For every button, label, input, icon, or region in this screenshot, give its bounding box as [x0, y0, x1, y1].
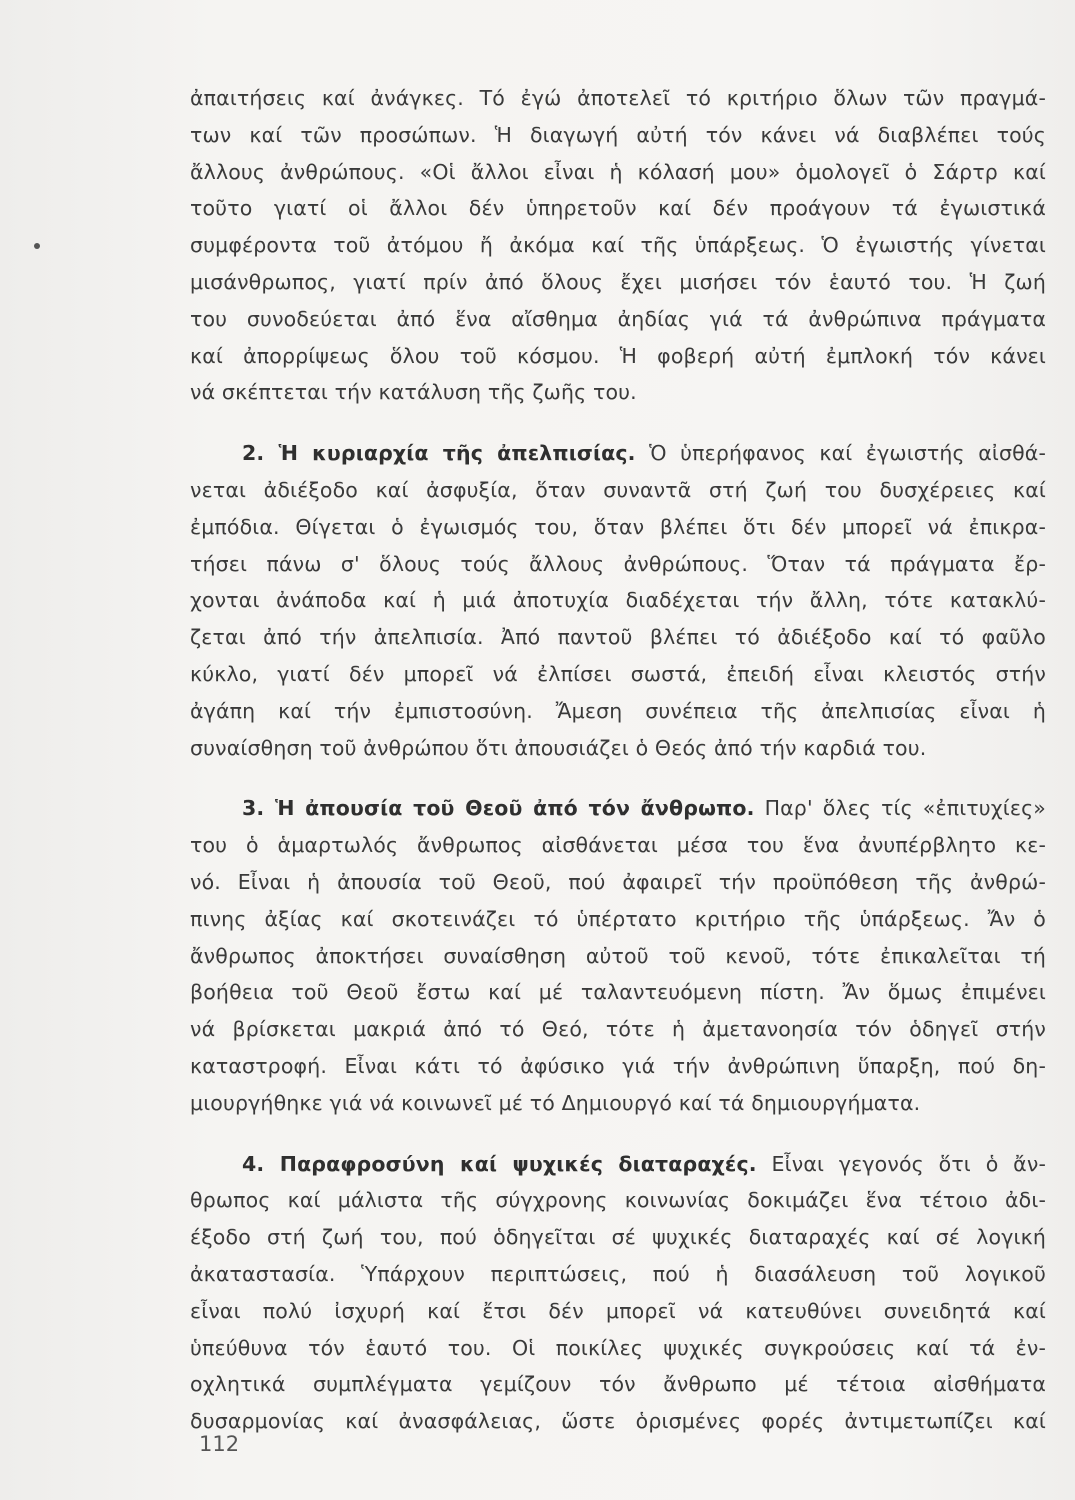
text-line: οχλητικά συμπλέγματα γεμίζουν τόν ἄνθρωπο μέ τέτοια αἰσθήματα — [190, 1372, 1046, 1397]
text-line: εἶναι πολύ ἰσχυρή καί ἔτσι δέν μπορεῖ νά κατευθύνει συνειδητά καί — [190, 1298, 1046, 1323]
text-line: ἀπαιτήσεις καί ἀνάγκες. Τό ἐγώ ἀποτελεῖ τό κριτήριο ὅλων τῶν πραγμά- — [190, 86, 1046, 110]
text-line: έξοδο στή ζωή του, πού ὁδηγεῖται σέ ψυχικές διαταραχές καί σέ λογική — [190, 1225, 1046, 1250]
text-line: κύκλο, γιατί δέν μπορεῖ νά ἐλπίσει σωστά, ἐπειδή εἶναι κλειστός στήν — [190, 661, 1046, 686]
text-line: ἀκαταστασία. Ὑπάρχουν περιπτώσεις, πού ἡ διασάλευση τοῦ λογικοῦ — [190, 1261, 1046, 1286]
text-line: νεται ἀδιέξοδο καί ἀσφυξία, ὅταν συναντᾶ στή ζωή του δυσχέρειες καί — [190, 477, 1046, 502]
section-3-heading: 3. Ἡ ἀπουσία τοῦ Θεοῦ ἀπό τόν ἄνθρωπο. — [242, 796, 755, 821]
section-4-first-line: 4. Παραφροσύνη καί ψυχικές διαταραχές. Εἶναι γεγονός ὅτι ὁ ἄν- — [242, 1151, 1046, 1176]
text-line: ζεται ἀπό τήν ἀπελπισία. Ἀπό παντοῦ βλέπει τό ἀδιέξοδο καί τό φαῦλο — [190, 625, 1046, 650]
text-line: καί ἀπορρίψεως ὅλου τοῦ κόσμου. Ἡ φοβερή αὐτή ἐμπλοκή τόν κάνει — [190, 343, 1046, 368]
text-line: θρωπος καί μάλιστα τῆς σύγχρονης κοινωνίας δοκιμάζει ἕνα τέτοιο ἀδι- — [190, 1188, 1046, 1213]
text-line: δυσαρμονίας καί ἀνασφάλειας, ὥστε ὁρισμένες φορές ἀντιμετωπίζει καί — [190, 1409, 1046, 1434]
text-line: ἐμπόδια. Θίγεται ὁ ἐγωισμός του, ὅταν βλέπει ὅτι δέν μπορεῖ νά ἐπικρα- — [190, 514, 1046, 539]
text-line: μιουργήθηκε γιά νά κοινωνεῖ μέ τό Δημιουργό καί τά δημιουργήματα. — [190, 1090, 921, 1115]
text-line: των καί τῶν προσώπων. Ἡ διαγωγή αὐτή τόν κάνει νά διαβλέπει τούς — [190, 122, 1046, 147]
section-4-heading: 4. Παραφροσύνη καί ψυχικές διαταραχές. — [242, 1151, 757, 1176]
text-line: ἄνθρωπος ἀποκτήσει συναίσθηση αὐτοῦ τοῦ κενοῦ, τότε ἐπικαλεῖται τή — [190, 943, 1046, 968]
text-line: μισάνθρωπος, γιατί πρίν ἀπό ὅλους ἔχει μισήσει τόν ἑαυτό του. Ἡ ζωή — [190, 269, 1046, 294]
text-line: τήσει πάνω σ' ὅλους τούς ἄλλους ἀνθρώπους. Ὅταν τά πράγματα ἔρ- — [190, 551, 1046, 576]
text-line: βοήθεια τοῦ Θεοῦ ἔστω καί μέ ταλαντευόμενη πίστη. Ἄν ὅμως ἐπιμένει — [190, 980, 1046, 1005]
text-line: συναίσθηση τοῦ ἀνθρώπου ὅτι ἀπουσιάζει ὁ Θεός ἀπό τήν καρδιά του. — [190, 735, 927, 760]
body-text — [190, 80, 1046, 1440]
text-line: ἀγάπη καί τήν ἐμπιστοσύνη. Ἄμεση συνέπεια τῆς ἀπελπισίας εἶναι ἡ — [190, 698, 1046, 723]
section-3-first-line: 3. Ἡ ἀπουσία τοῦ Θεοῦ ἀπό τόν ἄνθρωπο. Παρ' ὅλες τίς «ἐπιτυχίες» — [242, 796, 1046, 821]
text-line: πινης ἀξίας καί σκοτεινάζει τό ὑπέρτατο κριτήριο τῆς ὑπάρξεως. Ἄν ὁ — [190, 906, 1046, 931]
text-line: τοῦτο γιατί οἱ ἄλλοι δέν ὑπηρετοῦν καί δέν προάγουν τά ἐγωιστικά — [190, 196, 1046, 221]
text-line: ὑπεύθυνα τόν ἑαυτό του. Οἱ ποικίλες ψυχικές συγκρούσεις καί τά ἐν- — [190, 1335, 1046, 1360]
text-line: του συνοδεύεται ἀπό ἕνα αἴσθημα ἀηδίας γιά τά ἀνθρώπινα πράγματα — [190, 306, 1046, 331]
text-line: συμφέροντα τοῦ ἀτόμου ἤ ἀκόμα καί τῆς ὑπάρξεως. Ὁ ἐγωιστής γίνεται — [190, 233, 1046, 258]
text-line: καταστροφή. Εἶναι κάτι τό ἀφύσικο γιά τήν ἀνθρώπινη ὕπαρξη, πού δη- — [190, 1053, 1046, 1078]
margin-dot — [34, 243, 40, 249]
text-line: νά σκέπτεται τήν κατάλυση τῆς ζωῆς του. — [190, 380, 637, 405]
text-line: ἄλλους ἀνθρώπους. «Οἱ ἄλλοι εἶναι ἡ κόλασή μου» ὁμολογεῖ ὁ Σάρτρ καί — [190, 159, 1046, 184]
section-2-heading: 2. Ἡ κυριαρχία τῆς ἀπελπισίας. — [242, 441, 636, 466]
text-line: νό. Εἶναι ἡ ἀπουσία τοῦ Θεοῦ, πού ἀφαιρεῖ τήν προϋπόθεση τῆς ἀνθρώ- — [190, 869, 1046, 894]
text-line: χονται ἀνάποδα καί ἡ μιά ἀποτυχία διαδέχεται τήν ἄλλη, τότε κατακλύ- — [190, 588, 1046, 613]
page-number: 112 — [199, 1432, 240, 1456]
text-line: νά βρίσκεται μακριά ἀπό τό Θεό, τότε ἡ ἀμετανοησία τόν ὁδηγεῖ στήν — [190, 1017, 1046, 1042]
text-line: του ὁ ἁμαρτωλός ἄνθρωπος αἰσθάνεται μέσα του ἕνα ἀνυπέρβλητο κε- — [190, 833, 1046, 858]
section-2-first-line: 2. Ἡ κυριαρχία τῆς ἀπελπισίας. Ὁ ὑπερήφανος καί ἐγωιστής αἰσθά- — [242, 441, 1046, 466]
